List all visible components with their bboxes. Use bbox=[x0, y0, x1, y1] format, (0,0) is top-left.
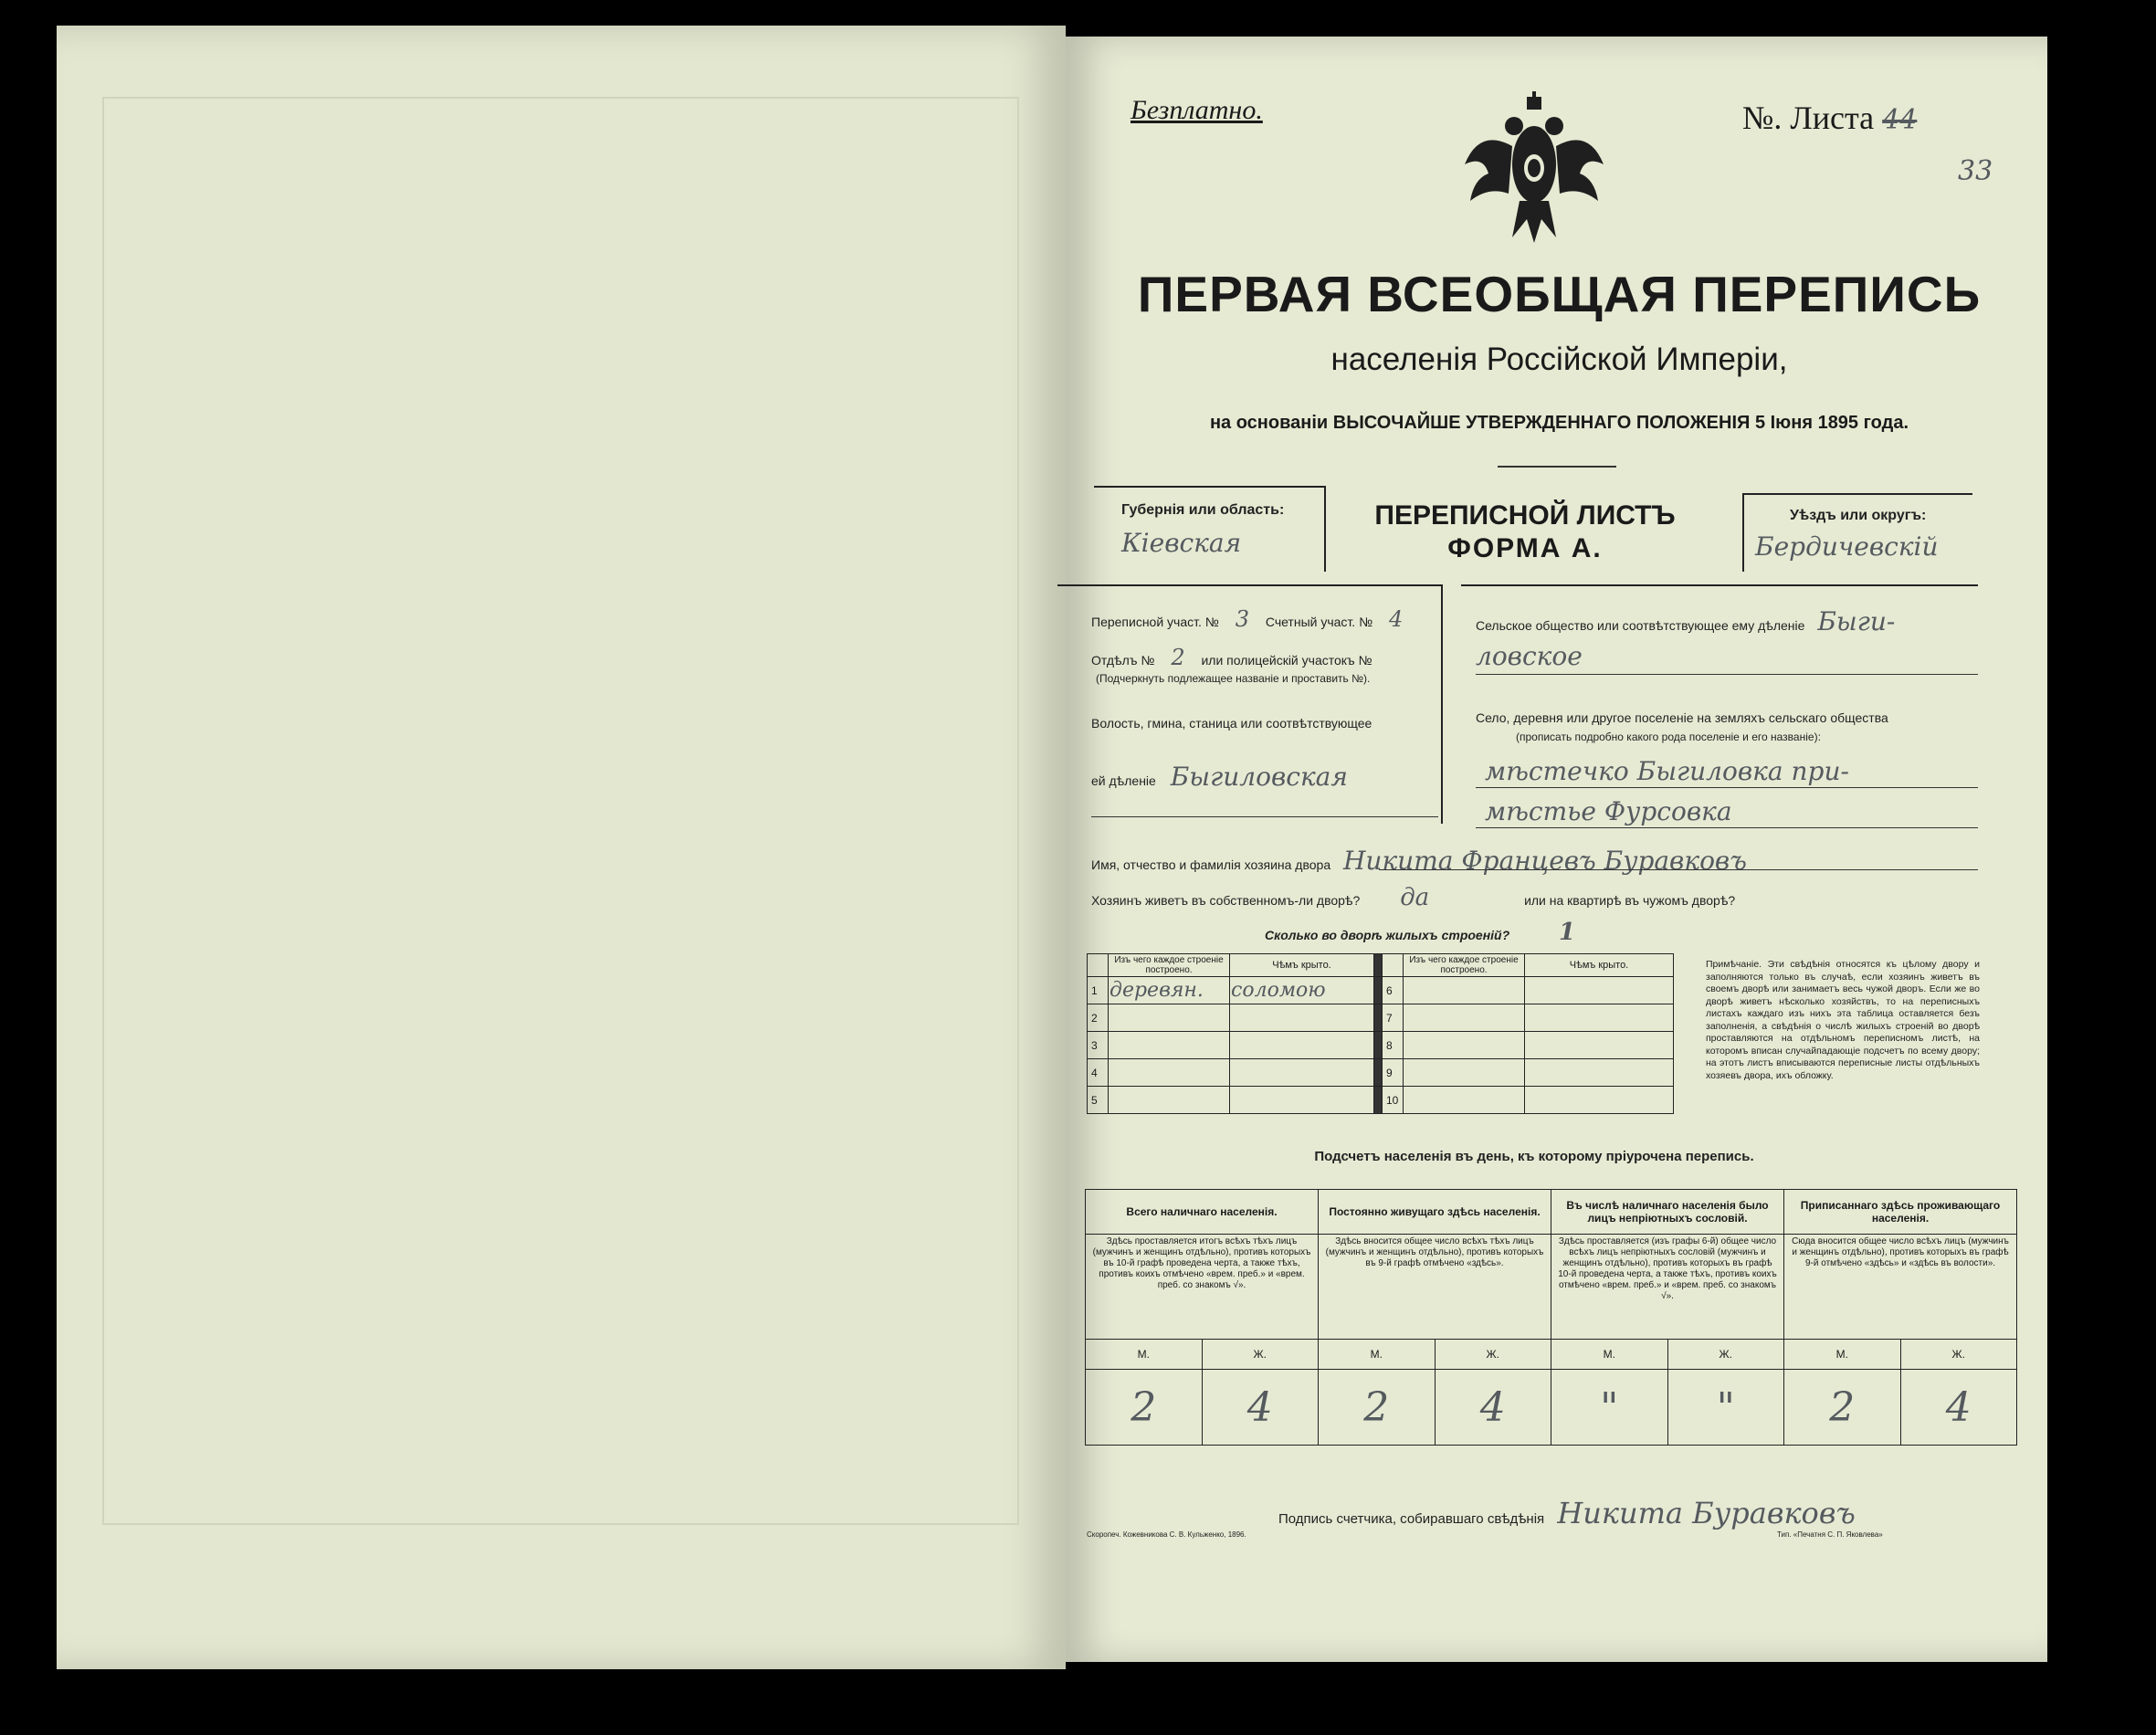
building-cell-roof bbox=[1525, 977, 1674, 1004]
building-row bbox=[1088, 1032, 1674, 1059]
population-heading: Подсчетъ населенія въ день, къ которому пріурочена перепись. bbox=[1314, 1149, 1754, 1164]
sheet-number-label: №. Листа 44 bbox=[1742, 100, 1918, 136]
population-group-desc: Здѣсь проставляется (изъ графы 6-й) общее число всѣхъ лицъ непріютныхъ сословій (мужчинъ и женщинъ отдѣльно), противъ которыхъ въ графѣ 10-й проведена черта, а также тѣхъ, противъ коихъ отмѣчено «врем. преб.» и «врем. преб. со знакомъ √». bbox=[1551, 1235, 1784, 1340]
building-cell-what bbox=[1404, 1059, 1525, 1087]
population-m-value: 2 bbox=[1086, 1370, 1203, 1446]
form-subtitle: ФОРМА А. bbox=[1447, 533, 1603, 563]
building-cell-roof bbox=[1525, 1059, 1674, 1087]
building-cell-roof bbox=[1230, 1032, 1374, 1059]
buildings-value: 1 bbox=[1559, 919, 1576, 946]
population-f-value: " bbox=[1667, 1370, 1784, 1446]
population-group-desc: Здѣсь проставляется итогъ всѣхъ тѣхъ лицъ (мужчинъ и женщинъ отдѣльно), противъ которыхъ въ 10-й графѣ проведена черта, а также тѣхъ, противъ коихъ отмѣчено «врем. преб.» и «врем. преб. со знакомъ √». bbox=[1086, 1235, 1319, 1340]
section-value: 2 bbox=[1171, 645, 1185, 670]
col-roof-header-2: Чѣмъ крыто. bbox=[1525, 954, 1674, 977]
population-group-title: Постоянно живущаго здѣсь населенія. bbox=[1319, 1190, 1551, 1235]
province-label: Губернія или область: bbox=[1121, 502, 1285, 518]
table-separator bbox=[1374, 1059, 1383, 1087]
lives-value: да bbox=[1400, 884, 1430, 911]
building-cell-roof: соломою bbox=[1230, 977, 1374, 1004]
building-cell-roof bbox=[1230, 1059, 1374, 1087]
sheet-number-struck: 44 bbox=[1882, 104, 1918, 136]
section-row: Отдѣлъ № 2 или полицейскій участокъ № bbox=[1091, 645, 1372, 670]
volost-value: Быгиловская bbox=[1170, 762, 1348, 792]
population-f-header: Ж. bbox=[1435, 1340, 1551, 1370]
population-m-value: 2 bbox=[1319, 1370, 1436, 1446]
province-box bbox=[1094, 486, 1326, 572]
building-cell-what bbox=[1404, 1032, 1525, 1059]
district-box bbox=[1742, 493, 1972, 572]
left-page-faint-frame bbox=[102, 97, 1019, 1525]
building-cell-what bbox=[1404, 1087, 1525, 1114]
population-m-header: М. bbox=[1086, 1340, 1203, 1370]
table-separator bbox=[1374, 1032, 1383, 1059]
population-group-title: Въ числѣ наличнаго населенія было лицъ непріютныхъ сословій. bbox=[1551, 1190, 1784, 1235]
building-row bbox=[1088, 1059, 1674, 1087]
sheet-number-margin: 33 bbox=[1958, 155, 1993, 187]
col-what-header: Изъ чего каждое строеніе построено. bbox=[1109, 954, 1230, 977]
buildings-note: Примѣчаніе. Эти свѣдѣнія относятся къ цѣлому двору и заполняются только въ случаѣ, если хозяинъ живетъ въ своемъ дворѣ или занимаетъ весь чужой дворъ. Если же во дворѣ живетъ нѣсколько хозяйствъ, то на переписныхъ листахъ каждаго изъ нихъ эта таблица оставляется безъ заполненія, а свѣдѣнія о числѣ жилыхъ строеній во дворѣ проставляются на отдѣльномъ переписномъ листѣ, на которомъ вписан случайпадающіе подсчетъ по всему двору; на этотъ листъ вписываются переписные листы отдѣльныхъ хозяевъ двора, ихъ обложку. bbox=[1706, 959, 1980, 1081]
table-separator bbox=[1374, 1087, 1383, 1114]
building-cell-what bbox=[1404, 1004, 1525, 1032]
census-plot-row: Переписной участ. № 3 Счетный участ. № 4 bbox=[1091, 606, 1404, 632]
society-line bbox=[1476, 674, 1978, 675]
owner-row: Имя, отчество и фамилія хозяина двора Никита Францевъ Буравковъ bbox=[1091, 846, 1747, 876]
population-f-header: Ж. bbox=[1900, 1340, 2017, 1370]
building-cell-n: 7 bbox=[1383, 1004, 1404, 1032]
building-cell-roof bbox=[1525, 1032, 1674, 1059]
population-f-value: 4 bbox=[1202, 1370, 1319, 1446]
population-m-header: М. bbox=[1551, 1340, 1668, 1370]
building-cell-what bbox=[1109, 1004, 1230, 1032]
building-cell-what bbox=[1404, 977, 1525, 1004]
volost-label: Волость, гмина, станица или соотвѣтствующее bbox=[1091, 716, 1372, 731]
building-cell-n: 9 bbox=[1383, 1059, 1404, 1087]
building-cell-roof bbox=[1525, 1004, 1674, 1032]
legal-basis: на основаніи ВЫСОЧАЙШЕ УТВЕРЖДЕННАГО ПОЛОЖЕНІЯ 5 Іюня 1895 года. bbox=[1209, 413, 1909, 433]
underline-note: (Подчеркнуть подлежащее названіе и проставить №). bbox=[1096, 672, 1371, 685]
signature-value: Никита Буравковъ bbox=[1557, 1496, 1856, 1530]
building-cell-roof bbox=[1230, 1004, 1374, 1032]
population-table bbox=[1085, 1189, 2017, 1446]
population-group-desc: Сюда вносится общее число всѣхъ лицъ (мужчинъ и женщинъ отдѣльно), противъ которыхъ въ графѣ 9-й отмѣчено «здѣсь» и «здѣсь въ волости». bbox=[1784, 1235, 2017, 1340]
province-value: Кіевская bbox=[1121, 528, 1242, 558]
building-cell-what bbox=[1109, 1087, 1230, 1114]
building-row bbox=[1088, 1004, 1674, 1032]
building-cell-what bbox=[1109, 1059, 1230, 1087]
population-f-value: 4 bbox=[1900, 1370, 2017, 1446]
double-eagle-emblem bbox=[1461, 91, 1607, 247]
ornament-divider bbox=[1498, 466, 1616, 468]
building-cell-roof bbox=[1230, 1087, 1374, 1114]
village-note: (прописать подробно какого рода поселеніе и его названіе): bbox=[1516, 731, 1821, 743]
owner-value: Никита Францевъ Буравковъ bbox=[1343, 846, 1747, 876]
building-cell-n: 4 bbox=[1088, 1059, 1109, 1087]
building-cell-n: 10 bbox=[1383, 1087, 1404, 1114]
village-line-1 bbox=[1476, 787, 1978, 788]
population-f-header: Ж. bbox=[1667, 1340, 1784, 1370]
district-value: Бердичевскій bbox=[1755, 531, 1939, 562]
printer-right: Тип. «Печатня С. П. Яковлева» bbox=[1777, 1530, 1883, 1539]
population-group-desc: Здѣсь вносится общее число всѣхъ тѣхъ лицъ (мужчинъ и женщинъ отдѣльно), противъ которыхъ въ 9-й графѣ отмѣчено «здѣсь». bbox=[1319, 1235, 1551, 1340]
lives-row: Хозяинъ живетъ въ собственномъ-ли дворѣ? да или на квартирѣ въ чужомъ дворѣ? bbox=[1091, 884, 1736, 911]
volost-extra-line bbox=[1091, 816, 1438, 817]
village-value-2: мѣстье Фурсовка bbox=[1485, 796, 1732, 826]
volost-row: ей дѣленіе Быгиловская bbox=[1091, 762, 1348, 792]
building-cell-n: 5 bbox=[1088, 1087, 1109, 1114]
signature-row: Подпись счетчика, собиравшаго свѣдѣнія Никита Буравковъ bbox=[1278, 1496, 1856, 1530]
society-value-2: ловское bbox=[1476, 641, 1583, 671]
building-cell-n: 6 bbox=[1383, 977, 1404, 1004]
population-group-title: Приписаннаго здѣсь проживающаго населенія. bbox=[1784, 1190, 2017, 1235]
col-what-header-2: Изъ чего каждое строеніе построено. bbox=[1404, 954, 1525, 977]
building-row bbox=[1088, 977, 1674, 1004]
building-cell-n: 8 bbox=[1383, 1032, 1404, 1059]
free-label: Безплатно. bbox=[1131, 95, 1263, 125]
page-subtitle: населенія Россійской Имперіи, bbox=[1330, 342, 1788, 377]
page-title: ПЕРВАЯ ВСЕОБЩАЯ ПЕРЕПИСЬ bbox=[1137, 266, 1982, 322]
count-plot-value: 4 bbox=[1388, 606, 1404, 632]
building-cell-what: деревян. bbox=[1109, 977, 1230, 1004]
col-roof-header: Чѣмъ крыто. bbox=[1230, 954, 1374, 977]
building-cell-n: 3 bbox=[1088, 1032, 1109, 1059]
society-row: Сельское общество или соотвѣтствующее ему дѣленіе Быги- bbox=[1476, 606, 1896, 636]
society-value-1: Быги- bbox=[1817, 606, 1896, 636]
population-f-header: Ж. bbox=[1202, 1340, 1319, 1370]
village-label: Село, деревня или другое поселеніе на земляхъ сельскаго общества bbox=[1476, 710, 1888, 725]
table-separator bbox=[1374, 1004, 1383, 1032]
population-group-title: Всего наличнаго населенія. bbox=[1086, 1190, 1319, 1235]
building-cell-n: 1 bbox=[1088, 977, 1109, 1004]
building-cell-what bbox=[1109, 1032, 1230, 1059]
population-m-header: М. bbox=[1319, 1340, 1436, 1370]
buildings-table bbox=[1087, 953, 1674, 1114]
population-m-value: 2 bbox=[1784, 1370, 1901, 1446]
form-title: ПЕРЕПИСНОЙ ЛИСТЪ bbox=[1374, 500, 1676, 531]
population-f-value: 4 bbox=[1435, 1370, 1551, 1446]
buildings-question: Сколько во дворѣ жилыхъ строеній? 1 bbox=[1265, 919, 1576, 946]
population-m-header: М. bbox=[1784, 1340, 1901, 1370]
building-cell-roof bbox=[1525, 1087, 1674, 1114]
village-value-1: мѣстечко Быгиловка при- bbox=[1485, 756, 1849, 786]
village-line-2 bbox=[1476, 827, 1978, 828]
census-plot-value: 3 bbox=[1235, 606, 1249, 632]
population-m-value: " bbox=[1551, 1370, 1668, 1446]
building-row bbox=[1088, 1087, 1674, 1114]
table-separator bbox=[1374, 977, 1383, 1004]
district-label: Уѣздъ или округъ: bbox=[1790, 508, 1927, 523]
owner-line bbox=[1379, 869, 1978, 870]
printer-left: Скоропеч. Кожевникова С. В. Кульженко, 1896. bbox=[1087, 1530, 1246, 1539]
building-cell-n: 2 bbox=[1088, 1004, 1109, 1032]
